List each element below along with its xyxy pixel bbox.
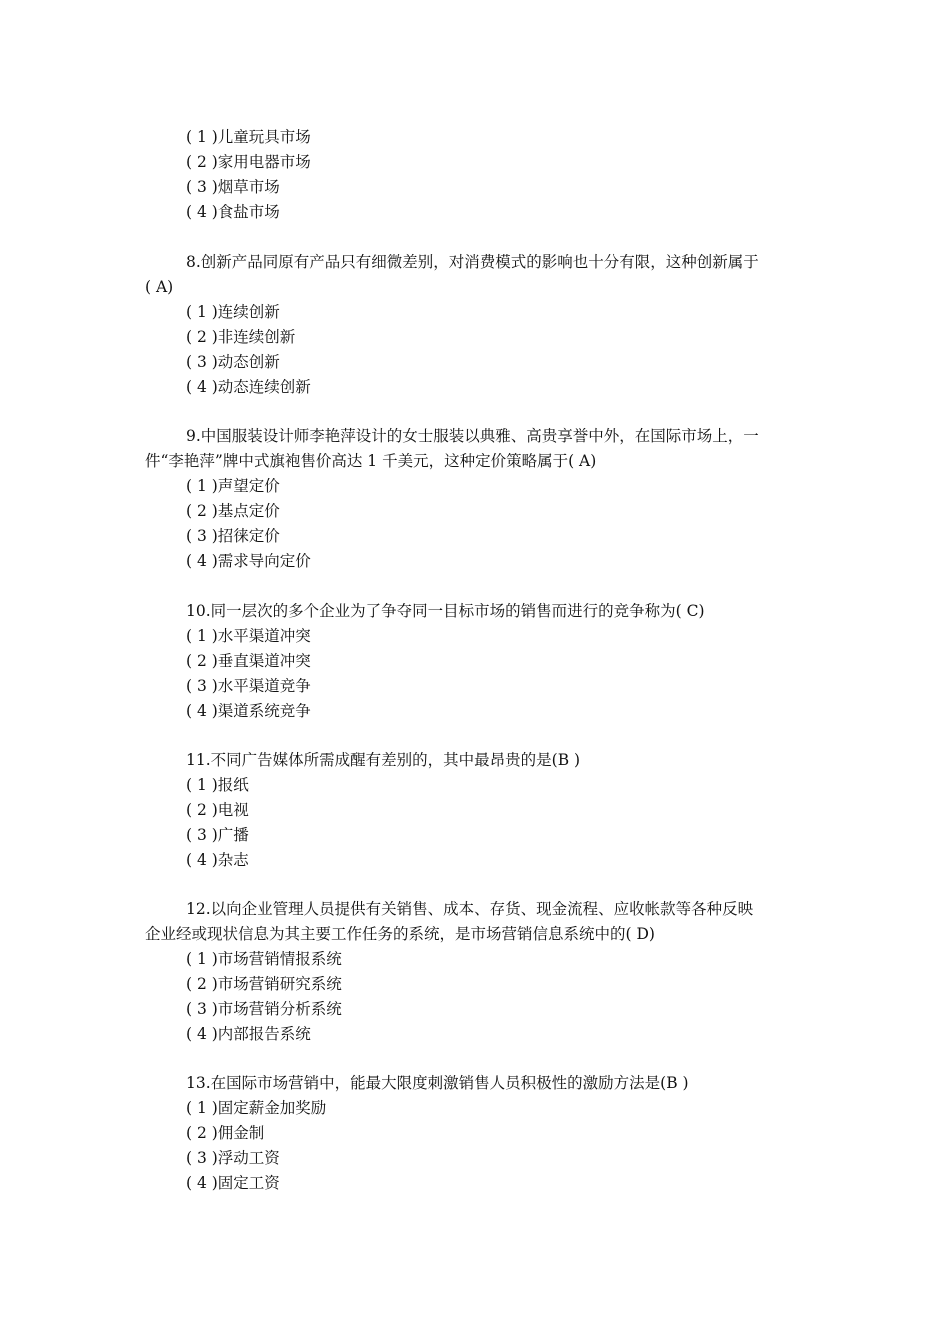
- option-item: ( 1 )儿童玩具市场: [186, 128, 311, 146]
- option-item: ( 4 )内部报告系统: [186, 1025, 311, 1043]
- option-item: ( 1 )水平渠道冲突: [186, 627, 311, 645]
- option-item: ( 4 )食盐市场: [186, 203, 280, 221]
- question-13-text: 13.在国际市场营销中，能最大限度刺激销售人员积极性的激励方法是(B ): [186, 1074, 689, 1092]
- question-10-text: 10.同一层次的多个企业为了争夺同一目标市场的销售而进行的竞争称为( C): [186, 602, 705, 620]
- option-item: ( 3 )动态创新: [186, 353, 280, 371]
- option-item: ( 3 )招徕定价: [186, 527, 280, 545]
- option-item: ( 3 )广播: [186, 826, 249, 844]
- option-item: ( 1 )连续创新: [186, 303, 280, 321]
- option-item: ( 1 )市场营销情报系统: [186, 950, 342, 968]
- option-item: ( 2 )电视: [186, 801, 249, 819]
- option-item: ( 3 )浮动工资: [186, 1149, 280, 1167]
- option-item: ( 1 )固定薪金加奖励: [186, 1099, 327, 1117]
- option-item: ( 2 )非连续创新: [186, 328, 296, 346]
- option-item: ( 2 )市场营销研究系统: [186, 975, 342, 993]
- option-item: ( 4 )杂志: [186, 851, 249, 869]
- option-item: ( 1 )声望定价: [186, 477, 280, 495]
- option-item: ( 2 )家用电器市场: [186, 153, 311, 171]
- question-11-text: 11.不同广告媒体所需成醒有差别的，其中最昂贵的是(B ): [186, 751, 581, 769]
- option-item: ( 2 )基点定价: [186, 502, 280, 520]
- option-item: ( 4 )固定工资: [186, 1174, 280, 1192]
- option-item: ( 2 )佣金制: [186, 1124, 265, 1142]
- option-item: ( 4 )动态连续创新: [186, 378, 311, 396]
- option-item: ( 4 )渠道系统竞争: [186, 702, 311, 720]
- option-item: ( 2 )垂直渠道冲突: [186, 652, 311, 670]
- option-item: ( 1 )报纸: [186, 776, 249, 794]
- option-item: ( 3 )烟草市场: [186, 178, 280, 196]
- option-item: ( 3 )水平渠道竞争: [186, 677, 311, 695]
- question-12-text-cont: 企业经或现状信息为其主要工作任务的系统，是市场营销信息系统中的( D): [145, 925, 655, 943]
- option-item: ( 4 )需求导向定价: [186, 552, 311, 570]
- question-8-answer: ( A): [145, 278, 174, 296]
- question-9-text-cont: 件“李艳萍”牌中式旗袍售价高达 1 千美元，这种定价策略属于( A): [145, 452, 597, 470]
- question-12-text: 12.以向企业管理人员提供有关销售、成本、存货、现金流程、应收帐款等各种反映: [186, 900, 754, 918]
- option-item: ( 3 )市场营销分析系统: [186, 1000, 342, 1018]
- question-9-text: 9.中国服装设计师李艳萍设计的女士服装以典雅、高贵享誉中外，在国际市场上，一: [186, 427, 759, 445]
- question-8-text: 8.创新产品同原有产品只有细微差别，对消费模式的影响也十分有限，这种创新属于: [186, 253, 759, 271]
